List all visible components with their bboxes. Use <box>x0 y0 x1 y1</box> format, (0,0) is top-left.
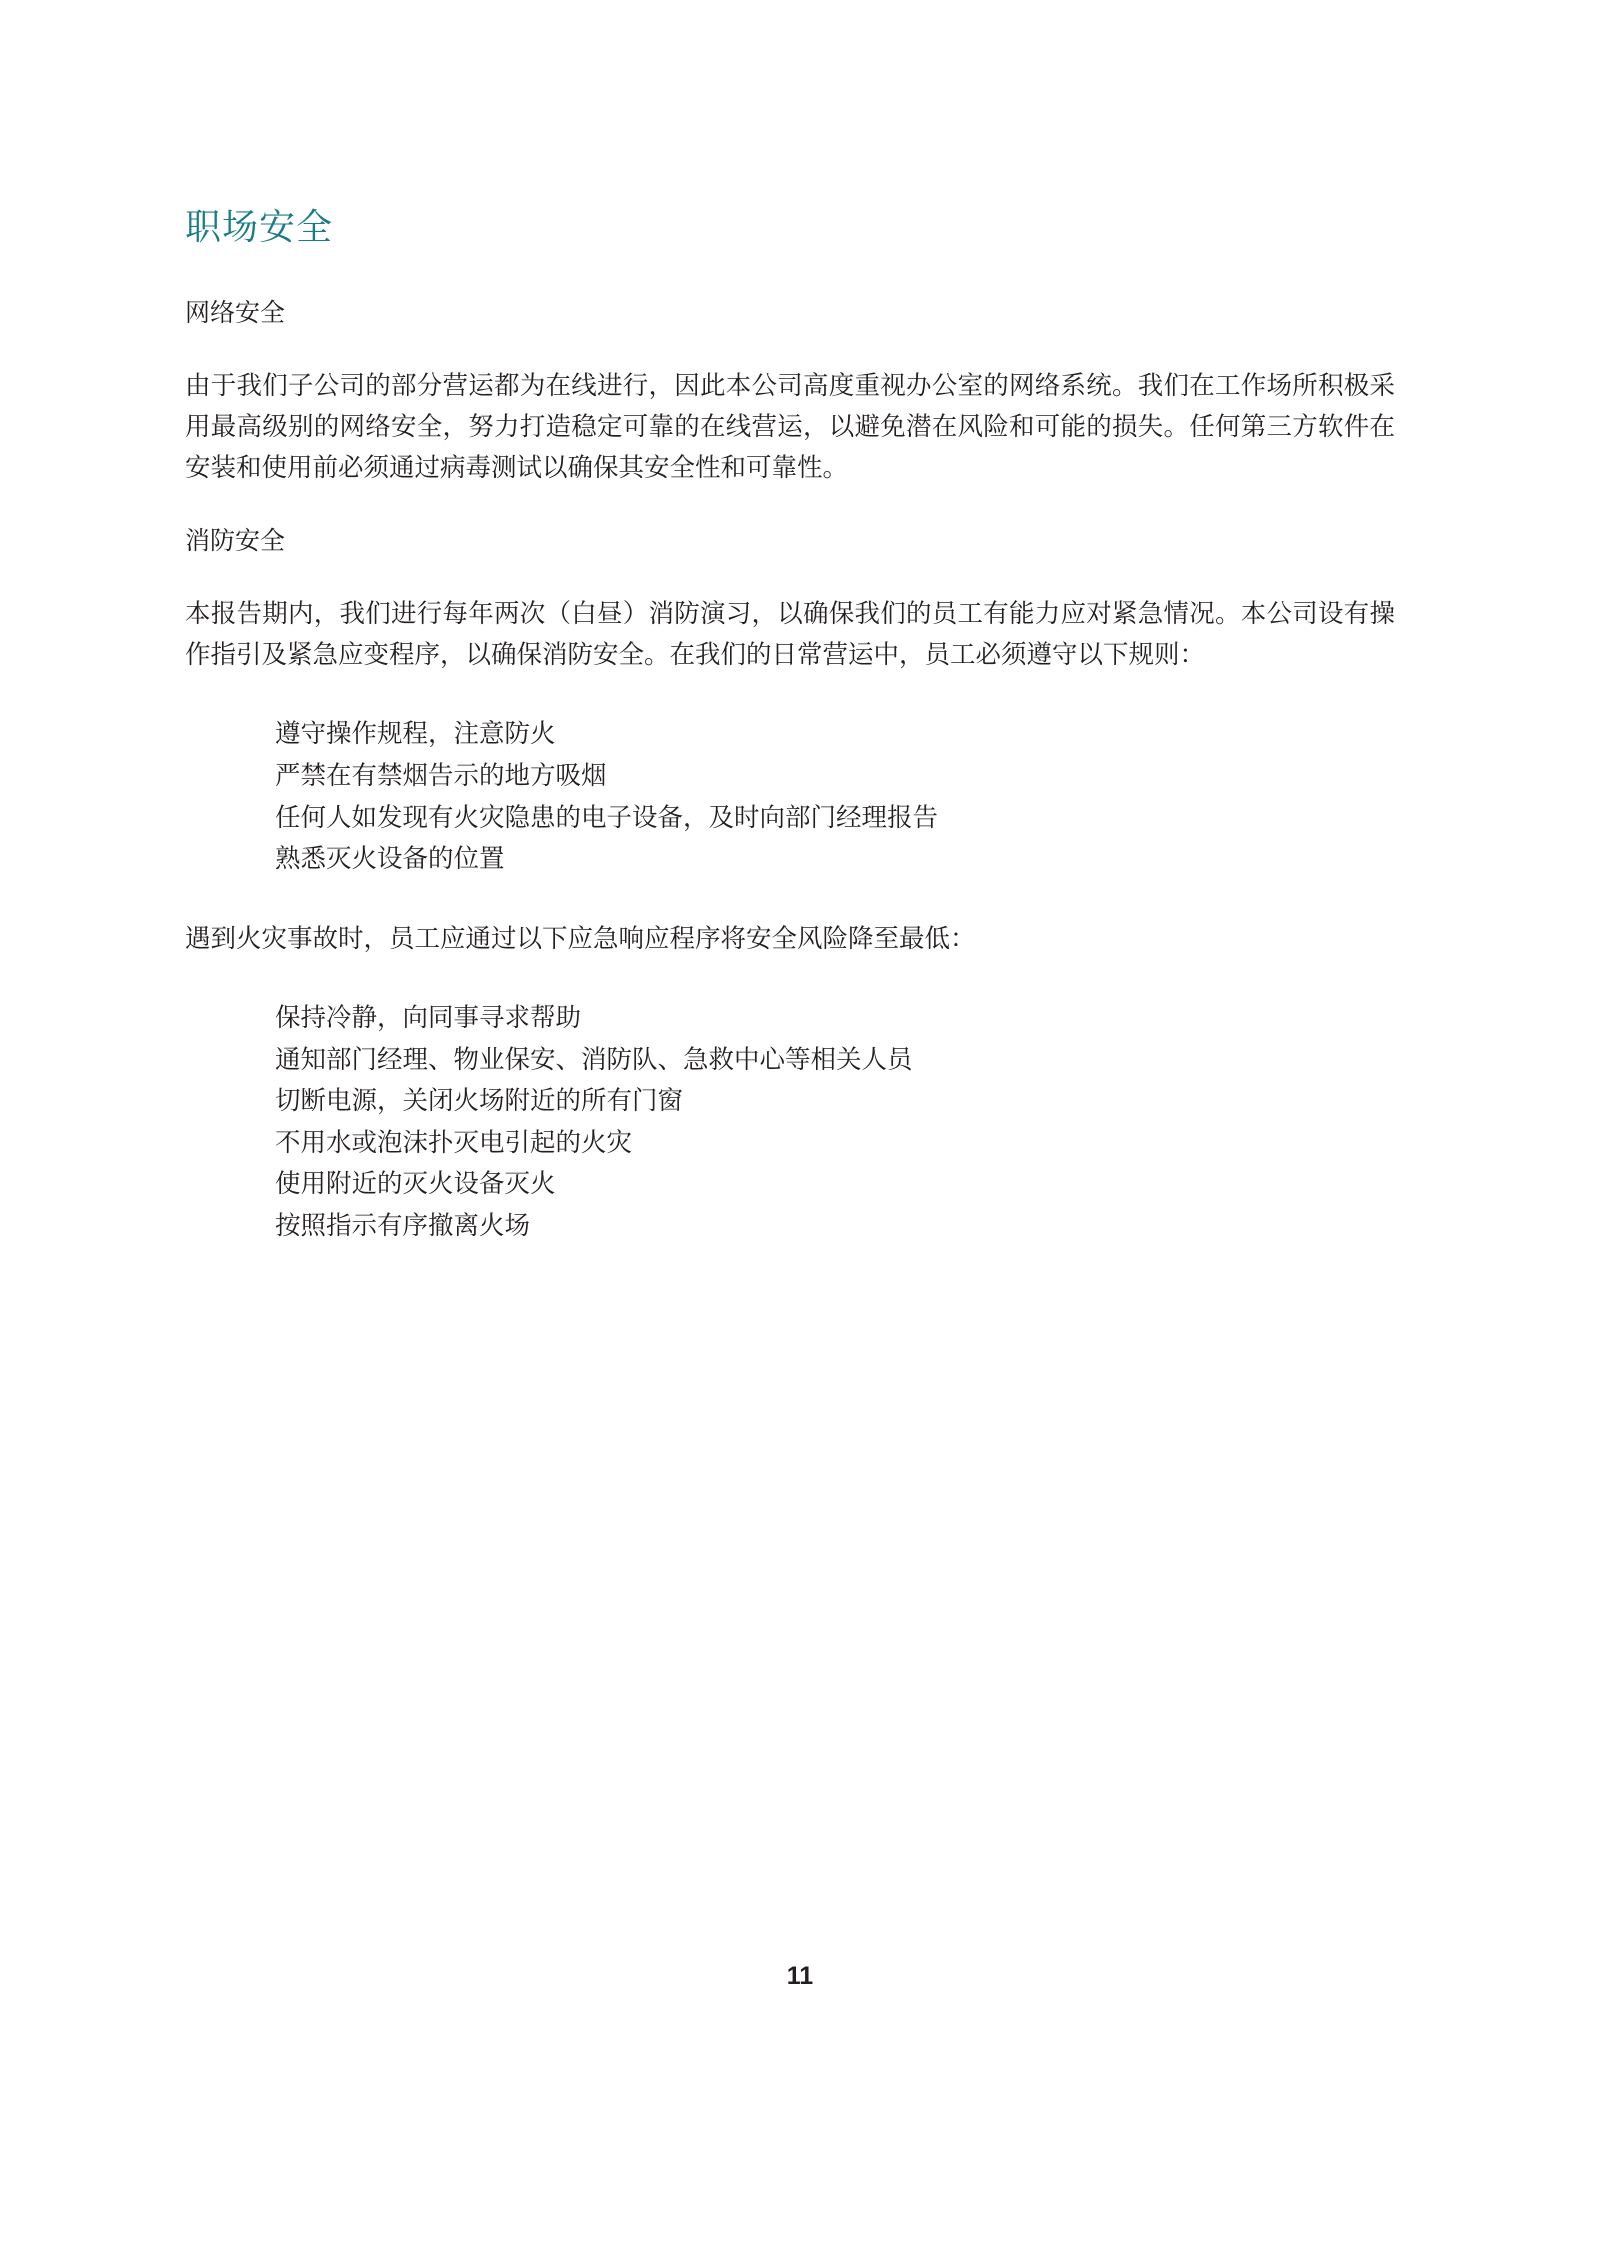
paragraph-network-security: 由于我们子公司的部分营运都为在线进行，因此本公司高度重视办公室的网络系统。我们在工作场所积极采用最高级别的网络安全，努力打造稳定可靠的在线营运，以避免潜在风险和可能的损失。任何第三方软件在安装和使用前必须通过病毒测试以确保其安全性和可靠性。 <box>185 370 1395 483</box>
list-item: 保持冷静，向同事寻求帮助 <box>275 1003 582 1033</box>
page-number: 11 <box>786 1962 814 1990</box>
list-item: 通知部门经理、物业保安、消防队、急救中心等相关人员 <box>275 1044 913 1074</box>
page-content <box>185 205 1395 1284</box>
paragraph-emergency-response-intro: 遇到火灾事故时，员工应通过以下应急响应程序将安全风险降至最低： <box>185 923 976 953</box>
list-item: 切断电源，关闭火场附近的所有门窗 <box>275 1086 684 1116</box>
list-item: 熟悉灭火设备的位置 <box>275 844 505 874</box>
fire-safety-rules-list <box>185 713 1395 879</box>
section-heading-fire-safety: 消防安全 <box>185 528 286 556</box>
emergency-response-list <box>185 997 1395 1246</box>
page-title: 职场安全 <box>185 207 334 247</box>
list-item: 不用水或泡沫扑灭电引起的火灾 <box>275 1127 633 1157</box>
list-item: 按照指示有序撤离火场 <box>275 1210 531 1240</box>
list-item: 严禁在有禁烟告示的地方吸烟 <box>275 761 607 791</box>
paragraph-fire-safety-intro: 本报告期内，我们进行每年两次（白昼）消防演习，以确保我们的员工有能力应对紧急情况。本公司设有操作指引及紧急应变程序，以确保消防安全。在我们的日常营运中，员工必须遵守以下规则： <box>185 598 1395 670</box>
list-item: 遵守操作规程，注意防火 <box>275 719 556 749</box>
list-item: 使用附近的灭火设备灭火 <box>275 1169 556 1199</box>
section-heading-network-security: 网络安全 <box>185 300 286 327</box>
list-item: 任何人如发现有火灾隐患的电子设备，及时向部门经理报告 <box>275 802 939 832</box>
